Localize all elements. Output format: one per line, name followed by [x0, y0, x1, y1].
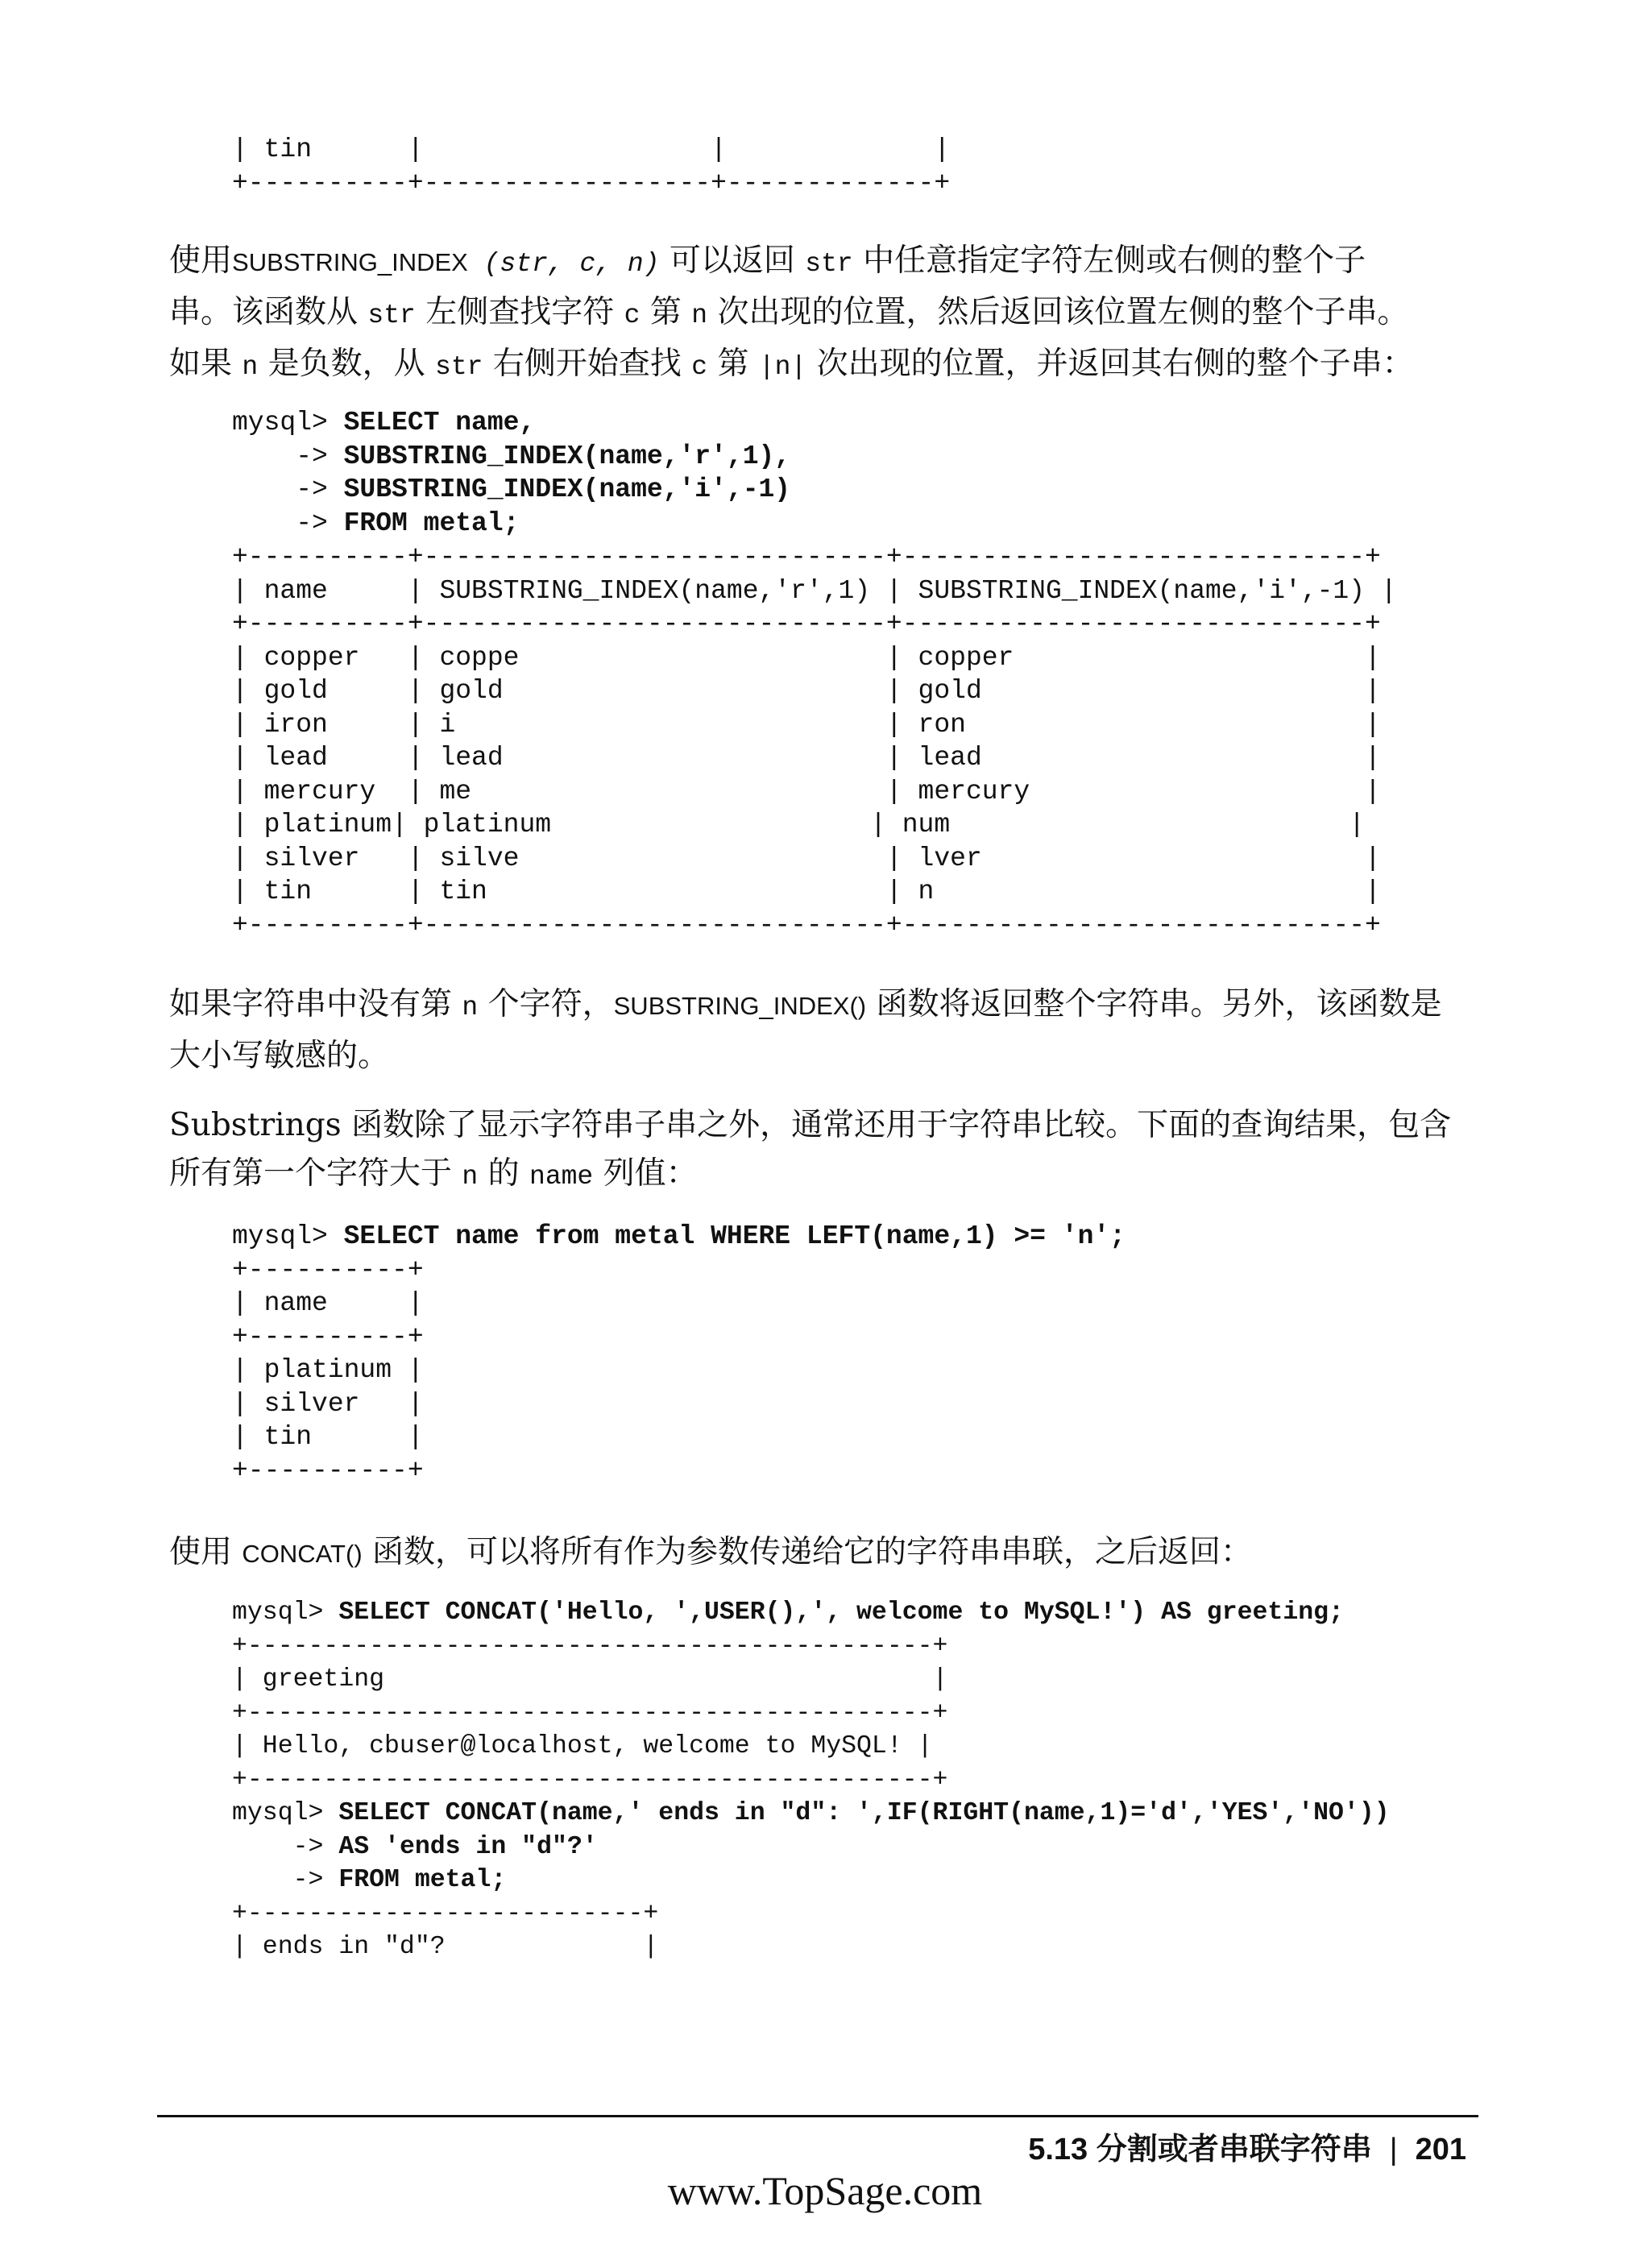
- inline-code: |n|: [758, 352, 807, 382]
- text: 函数，可以将所有作为参数传递给它的字符串串联，之后返回：: [362, 1534, 1253, 1570]
- result-table-substring-index: +----------+-----------------------------+-----------------------------+ | name | SUBSTRING_INDEX(name,'r',1) | SUBSTRING_INDEX(name,'i',-1) | +----------+-----------------------------+-----------------------------+ | copper | coppe | copper | | gold | gold | gold | | iron | i | ron | | lead | lead | lead | | mercury | me | mercury | | platinum| platinum | num | | silver | silve | lver | | tin | tin | n | +----------+-----------------------------+-----------------------------+: [232, 542, 1397, 940]
- paragraph-substring-index: [169, 237, 1466, 392]
- text: 使用: [169, 243, 233, 279]
- inline-code: n: [462, 1162, 479, 1192]
- paragraph-substrings-compare: [169, 1101, 1466, 1201]
- function-name: SUBSTRING_INDEX: [232, 248, 468, 276]
- running-footer: [1028, 2124, 1466, 2168]
- section-title: 5.13 分割或者串联字符串: [1028, 2133, 1372, 2166]
- inline-code: str: [805, 249, 853, 279]
- website-watermark: www.TopSage.com: [667, 2168, 983, 2213]
- inline-code: c: [624, 301, 641, 330]
- page-number: 201: [1415, 2133, 1466, 2166]
- text: 是负数，从: [258, 346, 436, 382]
- footer-rule: [157, 2115, 1478, 2117]
- inline-code: str: [435, 352, 483, 382]
- para3-text: [169, 1101, 1466, 1201]
- text: 左侧查找字符: [415, 294, 624, 330]
- sql-query-left-compare: mysql> SELECT name from metal WHERE LEFT(name,1) >= 'n'; +----------+ | name | +----------+ | platinum | | silver | | tin | +----------+: [232, 1221, 1126, 1486]
- text: 如果: [169, 346, 243, 382]
- text: 函数将返回整个字符串。另外，该函数是大小写敏感的。: [169, 986, 1442, 1074]
- paragraph-case-sensitive: [169, 981, 1466, 1080]
- sql-query-concat: mysql> SELECT CONCAT('Hello, ',USER(),', welcome to MySQL!') AS greeting; +---------------------------------------------+ | greeting | +---------------------------------------------+ | Hello, cbuser@localhost, welcome to MySQL! | +---------------------------------------------+ mysql> SELECT CONCAT(name,' ends in "d": ',IF(RIGHT(name,1)='d','YES','NO')) -> AS 'ends in "d"?' -> FROM metal; +--------------------------+ | ends in "d"? |: [232, 1598, 1390, 1961]
- inline-code: name: [529, 1162, 594, 1192]
- para2-text: [169, 981, 1466, 1080]
- function-args: (str, c, n): [467, 249, 660, 279]
- function-name: CONCAT(): [242, 1540, 363, 1568]
- text: 个字符，: [478, 986, 614, 1022]
- text: 使用: [169, 1534, 243, 1570]
- text: 的: [478, 1155, 530, 1192]
- inline-code: n: [691, 301, 708, 330]
- text: Substrings 函数除了显示字符串子串之外，通常还用于字符串比较。下面的查询结果，包含所有第一个字符大于: [169, 1107, 1452, 1192]
- text: 如果字符串中没有第: [169, 986, 462, 1022]
- inline-code: n: [462, 993, 479, 1022]
- text: 串。该函数从: [169, 294, 368, 330]
- text: 次出现的位置，并返回其右侧的整个子串：: [806, 346, 1414, 382]
- text: 次出现的位置，然后返回该位置左侧的整个子串。: [707, 294, 1409, 330]
- function-name: SUBSTRING_INDEX(): [613, 992, 867, 1020]
- code-table-tail: | tin | | | +----------+------------------+-------------+: [232, 135, 951, 198]
- inline-code: c: [691, 352, 708, 382]
- sql-query-substring-index: mysql> SELECT name, -> SUBSTRING_INDEX(name,'r',1), -> SUBSTRING_INDEX(name,'i',-1) -> FROM metal;: [232, 408, 791, 538]
- text: 中任意指定字符左侧或右侧的整个子: [852, 243, 1366, 279]
- para1-line2: [169, 288, 1466, 340]
- text: 第: [640, 294, 692, 330]
- text: 列值：: [593, 1155, 698, 1192]
- para4-text: [169, 1528, 1466, 1578]
- text: 右侧开始查找: [483, 346, 692, 382]
- inline-code: n: [242, 352, 259, 382]
- footer-separator: |: [1389, 2133, 1398, 2166]
- para1-line1: [169, 237, 1466, 288]
- inline-code: str: [367, 301, 416, 330]
- text: 可以返回: [659, 243, 806, 279]
- text: 第: [707, 346, 759, 382]
- para1-line3: [169, 340, 1466, 392]
- paragraph-concat: [169, 1528, 1466, 1578]
